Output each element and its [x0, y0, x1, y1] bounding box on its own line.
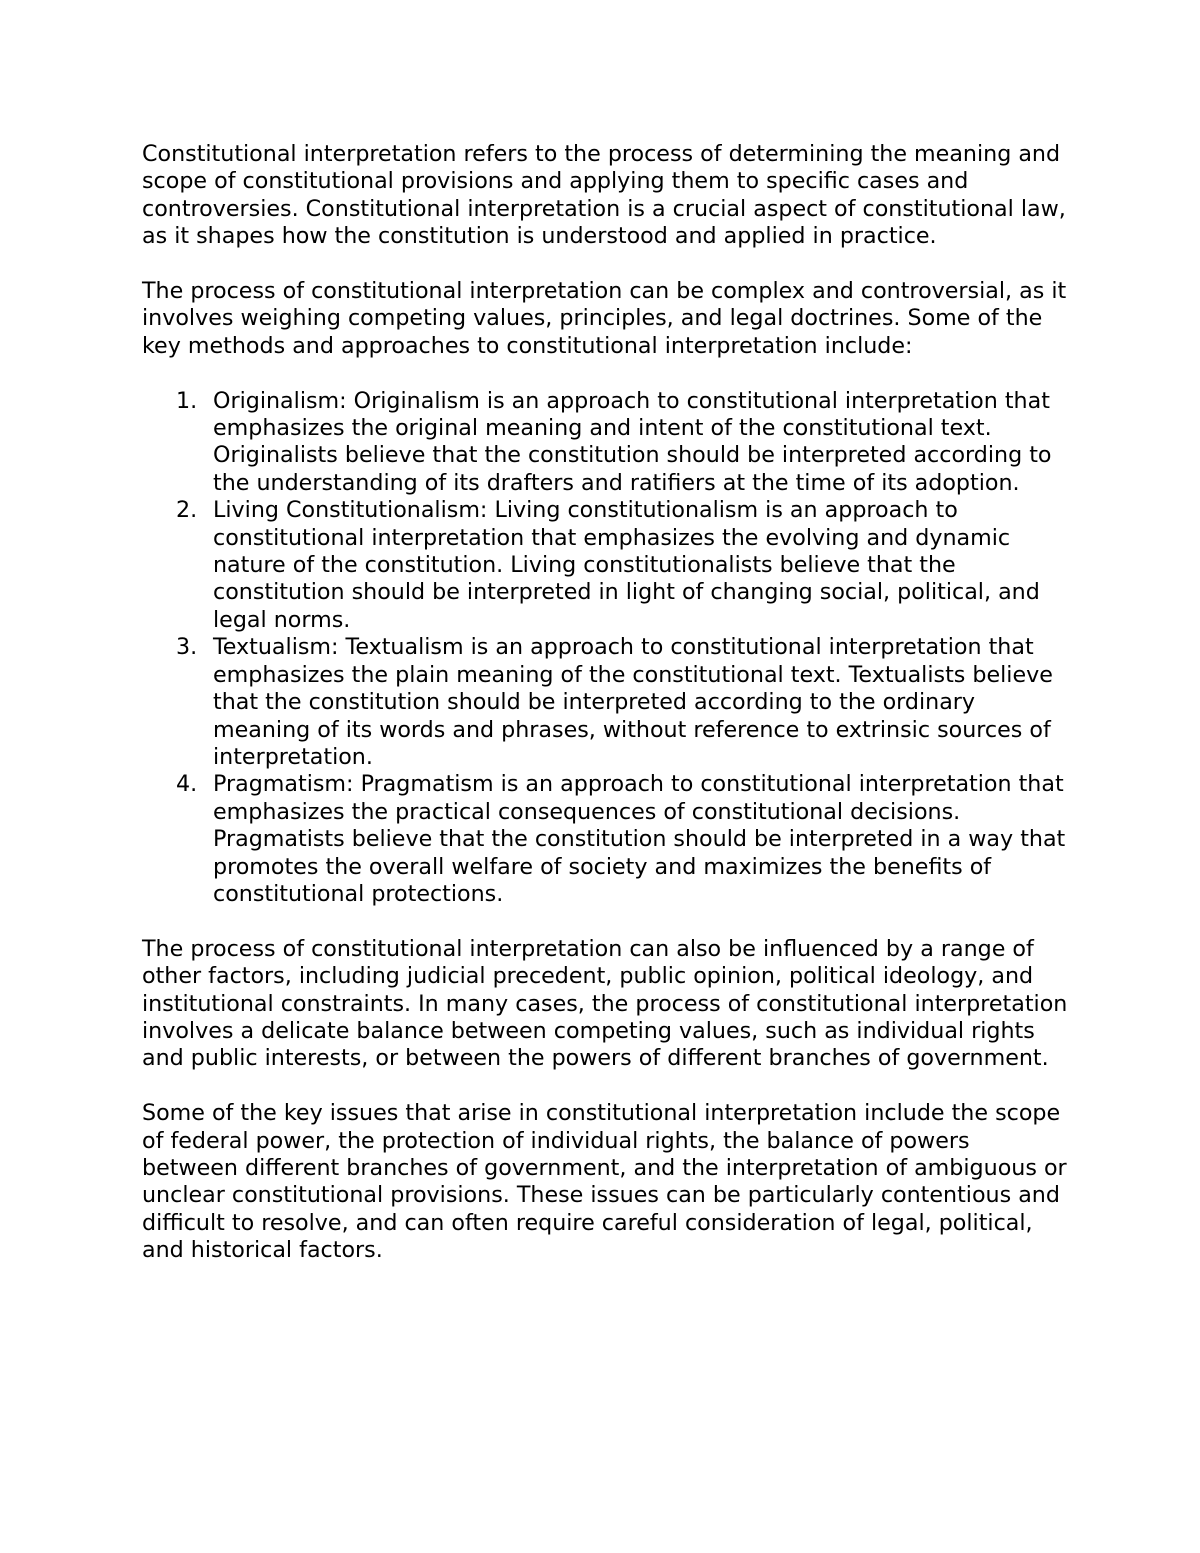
list-item-text: Living Constitutionalism: Living constitutionalism is an approach to constitutional interpretation that emphasizes the evolving and dynamic nature of the constitution. Living constitutionalists believe that the constitution should be interpreted in light of changing social, political, and legal norms.	[213, 497, 1040, 633]
methods-list	[142, 388, 1072, 909]
list-item-number: 1.	[176, 387, 198, 414]
list-item-text: Textualism: Textualism is an approach to constitutional interpretation that emphasizes the plain meaning of the constitutional text. Textualists believe that the constitution should be interpreted according to the ordinary meaning of its words and phrases, without reference to extrinsic sources of interpretation.	[213, 634, 1053, 770]
issues-paragraph: Some of the key issues that arise in constitutional interpretation include the scope of federal power, the protection of individual rights, the balance of powers between different branches of government, and the interpretation of ambiguous or unclear constitutional provisions. These issues can be particularly contentious and difficult to resolve, and can often require careful consideration of legal, political, and historical factors.	[142, 1100, 1067, 1264]
list-item-number: 4.	[176, 771, 198, 798]
list-item-text: Pragmatism: Pragmatism is an approach to constitutional interpretation that emphasizes the practical consequences of constitutional decisions. Pragmatists believe that the constitution should be interpreted in a way that promotes the overall welfare of society and maximizes the benefits of constitutional protections.	[213, 771, 1066, 907]
list-item	[142, 771, 1072, 908]
list-item	[142, 388, 1072, 498]
list-item	[142, 497, 1072, 634]
intro-paragraph: Constitutional interpretation refers to the process of determining the meaning and scope of constitutional provisions and applying them to specific cases and controversies. Constitutional interpretation is a crucial aspect of constitutional law, as it shapes how the constitution is understood and applied in practice.	[142, 141, 1066, 250]
list-item-number: 2.	[176, 497, 198, 524]
list-item-text: Originalism: Originalism is an approach to constitutional interpretation that emphasizes the original meaning and intent of the constitutional text. Originalists believe that the constitution should be interpreted according to the understanding of its drafters and ratifiers at the time of its adoption.	[213, 387, 1052, 496]
process-paragraph: The process of constitutional interpretation can be complex and controversial, as it involves weighing competing values, principles, and legal doctrines. Some of the key methods and approaches to constitutional interpretation include:	[142, 278, 1067, 359]
list-item-number: 3.	[176, 634, 198, 661]
list-item	[142, 634, 1072, 771]
factors-paragraph: The process of constitutional interpretation can also be influenced by a range of other factors, including judicial precedent, public opinion, political ideology, and institutional constraints. In many cases, the process of constitutional interpretation involves a delicate balance between competing values, such as individual rights and public interests, or between the powers of different branches of government.	[142, 935, 1068, 1072]
document-body	[142, 141, 1072, 1292]
